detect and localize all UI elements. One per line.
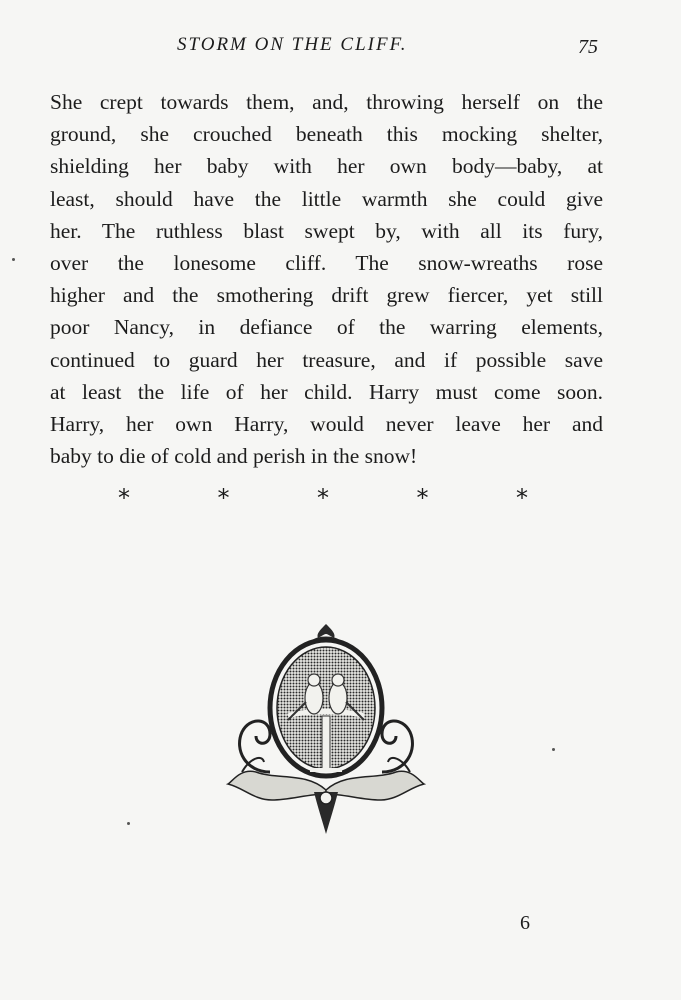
text-line: over the lonesome cliff. The snow-wreaths rose (50, 250, 603, 275)
body-paragraph (50, 86, 603, 472)
text-line: her. The ruthless blast swept by, with all its fury, (50, 218, 603, 243)
text-line: continued to guard her treasure, and if possible save (50, 347, 603, 372)
asterisk: * (317, 484, 329, 512)
text-line: higher and the smothering drift grew fiercer, yet still (50, 283, 603, 308)
paper-speck (127, 822, 130, 825)
text-line: baby to die of cold and perish in the snow! (50, 444, 418, 469)
signature-mark: 6 (520, 912, 530, 934)
paper-speck (552, 748, 555, 751)
asterisk: * (118, 484, 130, 512)
birds-vignette-icon (226, 622, 426, 841)
paper-speck (12, 258, 15, 261)
text-line: shielding her baby with her own body—baby, at (50, 154, 603, 179)
page-number: 75 (578, 36, 598, 58)
text-line: She crept towards them, and, throwing herself on the (50, 90, 603, 114)
section-break (118, 484, 528, 512)
asterisk: * (217, 484, 230, 512)
text-line: ground, she crouched beneath this mocking shelter, (50, 122, 603, 147)
asterisk: * (516, 484, 528, 512)
text-line: at least the life of her child. Harry must come soon. (50, 379, 603, 404)
page-header (0, 34, 681, 64)
text-line: poor Nancy, in defiance of the warring elements, (50, 315, 603, 340)
asterisk: * (416, 484, 429, 512)
text-line: least, should have the little warmth she could give (50, 186, 603, 211)
running-title: STORM ON THE CLIFF. (177, 34, 408, 55)
text-line: Harry, her own Harry, would never leave her and (50, 411, 603, 436)
